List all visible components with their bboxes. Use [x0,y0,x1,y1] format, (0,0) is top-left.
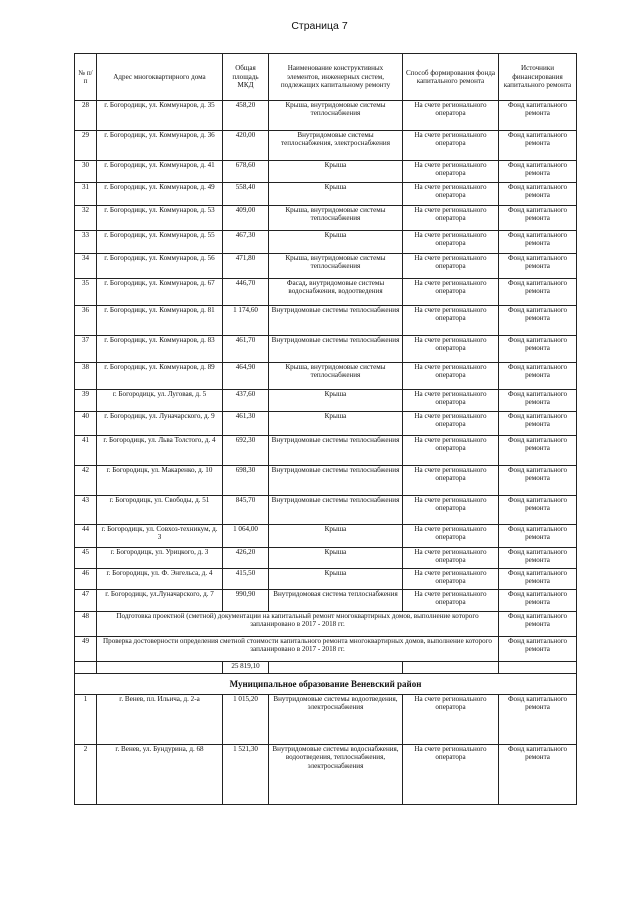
row-address: г. Богородицк, ул. Льва Толстого, д. 4 [97,436,223,466]
row-address: г. Богородицк, ул. Коммунаров, д. 49 [97,183,223,206]
row-fund-method: На счете регионального оператора [403,695,499,745]
table-row [75,637,577,662]
region-header-row [75,674,577,695]
table-row [75,206,577,231]
row-address: г. Богородицк, ул. Коммунаров, д. 56 [97,254,223,279]
row-elements: Внутридомовые системы теплоснабжения [269,306,403,336]
row-number: 33 [75,231,97,254]
row-elements: Внутридомовые системы водоснабжения, водоотведения, теплоснабжения, электроснабжения [269,745,403,805]
row-elements: Внутридомовые системы теплоснабжения [269,436,403,466]
table-row [75,254,577,279]
row-elements: Крыша [269,390,403,412]
row-area: 420,00 [223,131,269,161]
row-source: Фонд капитального ремонта [499,363,577,390]
row-area: 437,60 [223,390,269,412]
repair-plan-table [74,53,577,805]
table-row [75,231,577,254]
row-fund-method: На счете регионального оператора [403,548,499,569]
row-fund-method: На счете регионального оператора [403,206,499,231]
row-elements: Крыша [269,569,403,590]
row-number: 37 [75,336,97,363]
row-elements: Крыша [269,161,403,183]
row-address: г. Богородицк, ул. Ф. Энгельса, д. 4 [97,569,223,590]
row-area: 471,80 [223,254,269,279]
table-row [75,131,577,161]
row-fund-method: На счете регионального оператора [403,496,499,525]
row-fund-method: На счете регионального оператора [403,101,499,131]
row-fund-method: На счете регионального оператора [403,161,499,183]
row-number: 40 [75,412,97,436]
table-row [75,569,577,590]
row-source: Фонд капитального ремонта [499,206,577,231]
row-address: г. Богородицк, ул. Совхоз-техникум, д. 3 [97,525,223,548]
row-area: 467,30 [223,231,269,254]
table-row [75,101,577,131]
row-area: 409,00 [223,206,269,231]
col-header-area: Общая площадь МКД [223,54,269,101]
row-elements: Крыша [269,525,403,548]
row-address: г. Богородицк, ул. Урицкого, д. 3 [97,548,223,569]
row-area: 558,40 [223,183,269,206]
table-header-row [75,54,577,101]
row-address: г. Богородицк, ул. Луговая, д. 5 [97,390,223,412]
row-number: 35 [75,279,97,306]
row-number: 38 [75,363,97,390]
row-address: г. Богородицк, ул. Коммунаров, д. 89 [97,363,223,390]
row-address: г. Богородицк, ул. Коммунаров, д. 53 [97,206,223,231]
row-number: 30 [75,161,97,183]
row-address: г. Богородицк, ул. Коммунаров, д. 35 [97,101,223,131]
row-fund-method: На счете регионального оператора [403,231,499,254]
row-address: г. Богородицк, ул. Коммунаров, д. 36 [97,131,223,161]
row-source: Фонд капитального ремонта [499,612,577,637]
row-elements: Внутридомовые системы теплоснабжения [269,336,403,363]
row-elements: Крыша [269,183,403,206]
row-fund-method: На счете регионального оператора [403,254,499,279]
row-source: Фонд капитального ремонта [499,101,577,131]
row-number: 41 [75,436,97,466]
row-number: 31 [75,183,97,206]
row-elements: Крыша, внутридомовые системы теплоснабжения [269,254,403,279]
row-source: Фонд капитального ремонта [499,436,577,466]
row-area: 845,70 [223,496,269,525]
row-elements: Внутридомовые системы теплоснабжения [269,496,403,525]
row-elements: Внутридомовая система теплоснабжения [269,590,403,612]
row-fund-method: На счете регионального оператора [403,745,499,805]
row-area: 1 064,00 [223,525,269,548]
row-address: г. Богородицк, ул. Коммунаров, д. 81 [97,306,223,336]
table-row [75,496,577,525]
row-source: Фонд капитального ремонта [499,548,577,569]
row-area: 678,60 [223,161,269,183]
row-fund-method: На счете регионального оператора [403,525,499,548]
table-row [75,412,577,436]
row-area: 458,20 [223,101,269,131]
row-elements: Крыша, внутридомовые системы теплоснабжения [269,206,403,231]
row-number: 42 [75,466,97,496]
row-fund-method: На счете регионального оператора [403,412,499,436]
table-row [75,548,577,569]
row-elements: Фасад, внутридомовые системы водоснабжения, водоотведения [269,279,403,306]
row-fund-method: На счете регионального оператора [403,590,499,612]
region-title: Муниципальное образование Веневский район [75,674,577,695]
row-number: 47 [75,590,97,612]
col-header-fund-method: Способ формирования фонда капитального ремонта [403,54,499,101]
row-address: г. Богородицк, ул. Макаренко, д. 10 [97,466,223,496]
row-description: Проверка достоверности определения сметной стоимости капитального ремонта многоквартирных домов, выполнение которого запланировано в 2017 - 2018 гг. [97,637,499,662]
row-area: 1 521,30 [223,745,269,805]
row-source: Фонд капитального ремонта [499,131,577,161]
row-address: г. Богородицк, ул.Луначарского, д. 7 [97,590,223,612]
row-fund-method: На счете регионального оператора [403,436,499,466]
row-elements: Крыша, внутридомовые системы теплоснабжения [269,363,403,390]
row-elements: Внутридомовые системы теплоснабжения, электроснабжения [269,131,403,161]
row-number: 44 [75,525,97,548]
row-source: Фонд капитального ремонта [499,390,577,412]
row-area: 1 015,20 [223,695,269,745]
row-area: 461,70 [223,336,269,363]
row-fund-method: На счете регионального оператора [403,279,499,306]
row-description: Подготовка проектной (сметной) документации на капитальный ремонт многоквартирных домов, выполнение которого запланировано в 2017 - 2018 гг. [97,612,499,637]
total-row [75,662,577,674]
table-row [75,363,577,390]
table-row [75,612,577,637]
row-area: 698,30 [223,466,269,496]
page-number-header: Страница 7 [291,20,348,32]
table-row [75,525,577,548]
row-area: 1 174,60 [223,306,269,336]
row-source: Фонд капитального ремонта [499,306,577,336]
table-row [75,695,577,745]
row-fund-method: На счете регионального оператора [403,306,499,336]
row-address: г. Богородицк, ул. Коммунаров, д. 83 [97,336,223,363]
row-source: Фонд капитального ремонта [499,695,577,745]
row-source: Фонд капитального ремонта [499,412,577,436]
row-address: г. Венев, ул. Бундурина, д. 68 [97,745,223,805]
row-area: 692,30 [223,436,269,466]
row-source: Фонд капитального ремонта [499,637,577,662]
row-number: 29 [75,131,97,161]
row-number: 36 [75,306,97,336]
table-row [75,390,577,412]
row-elements: Крыша [269,412,403,436]
row-area: 415,50 [223,569,269,590]
row-address: г. Венев, пл. Ильича, д. 2-а [97,695,223,745]
row-elements: Крыша [269,548,403,569]
row-area: 461,30 [223,412,269,436]
row-area: 990,90 [223,590,269,612]
row-fund-method: На счете регионального оператора [403,466,499,496]
row-source: Фонд капитального ремонта [499,183,577,206]
row-source: Фонд капитального ремонта [499,569,577,590]
row-fund-method: На счете регионального оператора [403,336,499,363]
table-row [75,183,577,206]
row-number: 32 [75,206,97,231]
row-number: 46 [75,569,97,590]
row-fund-method: На счете регионального оператора [403,363,499,390]
row-address: г. Богородицк, ул. Коммунаров, д. 67 [97,279,223,306]
row-source: Фонд капитального ремонта [499,231,577,254]
table-row [75,745,577,805]
row-number: 39 [75,390,97,412]
row-fund-method: На счете регионального оператора [403,390,499,412]
row-fund-method: На счете регионального оператора [403,183,499,206]
row-number: 1 [75,695,97,745]
row-area: 464,90 [223,363,269,390]
row-source: Фонд капитального ремонта [499,279,577,306]
row-source: Фонд капитального ремонта [499,496,577,525]
row-source: Фонд капитального ремонта [499,336,577,363]
row-fund-method: На счете регионального оператора [403,131,499,161]
row-number: 34 [75,254,97,279]
row-elements: Внутридомовые системы водоотведения, электроснабжения [269,695,403,745]
row-source: Фонд капитального ремонта [499,745,577,805]
row-elements: Крыша, внутридомовые системы теплоснабжения [269,101,403,131]
row-area: 446,70 [223,279,269,306]
table-row [75,466,577,496]
col-header-address: Адрес многоквартирного дома [97,54,223,101]
row-number: 49 [75,637,97,662]
row-number: 43 [75,496,97,525]
row-address: г. Богородицк, ул. Коммунаров, д. 41 [97,161,223,183]
row-number: 45 [75,548,97,569]
col-header-sources: Источники финансирования капитального ремонта [499,54,577,101]
table-row [75,336,577,363]
row-number: 2 [75,745,97,805]
row-address: г. Богородицк, ул. Коммунаров, д. 55 [97,231,223,254]
row-number: 48 [75,612,97,637]
row-area: 426,20 [223,548,269,569]
row-fund-method: На счете регионального оператора [403,569,499,590]
row-source: Фонд капитального ремонта [499,466,577,496]
row-number: 28 [75,101,97,131]
row-source: Фонд капитального ремонта [499,590,577,612]
row-elements: Крыша [269,231,403,254]
row-source: Фонд капитального ремонта [499,161,577,183]
table-row [75,279,577,306]
row-source: Фонд капитального ремонта [499,525,577,548]
table-row [75,590,577,612]
table-row [75,306,577,336]
row-address: г. Богородицк, ул. Свободы, д. 51 [97,496,223,525]
row-source: Фонд капитального ремонта [499,254,577,279]
row-elements: Внутридомовые системы теплоснабжения [269,466,403,496]
table-row [75,436,577,466]
table-row [75,161,577,183]
col-header-num: № п/п [75,54,97,101]
total-area: 25 819,10 [223,662,269,674]
col-header-elements: Наименование конструктивных элементов, инженерных систем, подлежащих капитальному ремонту [269,54,403,101]
row-address: г. Богородицк, ул. Луначарского, д. 9 [97,412,223,436]
